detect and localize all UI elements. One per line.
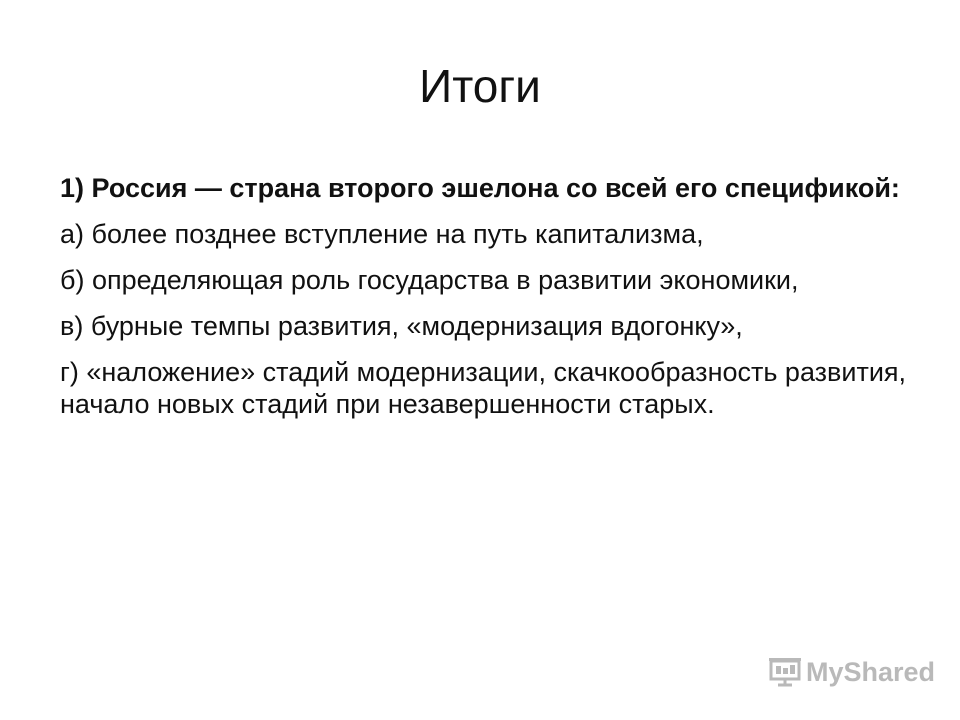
summary-point-b: б) определяющая роль государства в развитии экономики, xyxy=(60,265,799,295)
summary-point-main: 1) Россия — страна второго эшелона со всей его спецификой: xyxy=(60,173,900,203)
presentation-screen-icon xyxy=(768,657,802,687)
summary-point-d: г) «наложение» стадий модернизации, скачкообразность развития, начало новых стадий при незавершенности старых. xyxy=(60,357,907,419)
watermark-text: MyShared xyxy=(806,656,936,687)
slide-title: Итоги xyxy=(419,60,541,112)
slide-body xyxy=(60,172,910,434)
summary-point-a: а) более позднее вступление на путь капитализма, xyxy=(60,219,704,249)
watermark xyxy=(768,652,935,692)
summary-point-c: в) бурные темпы развития, «модернизация вдогонку», xyxy=(60,311,743,341)
